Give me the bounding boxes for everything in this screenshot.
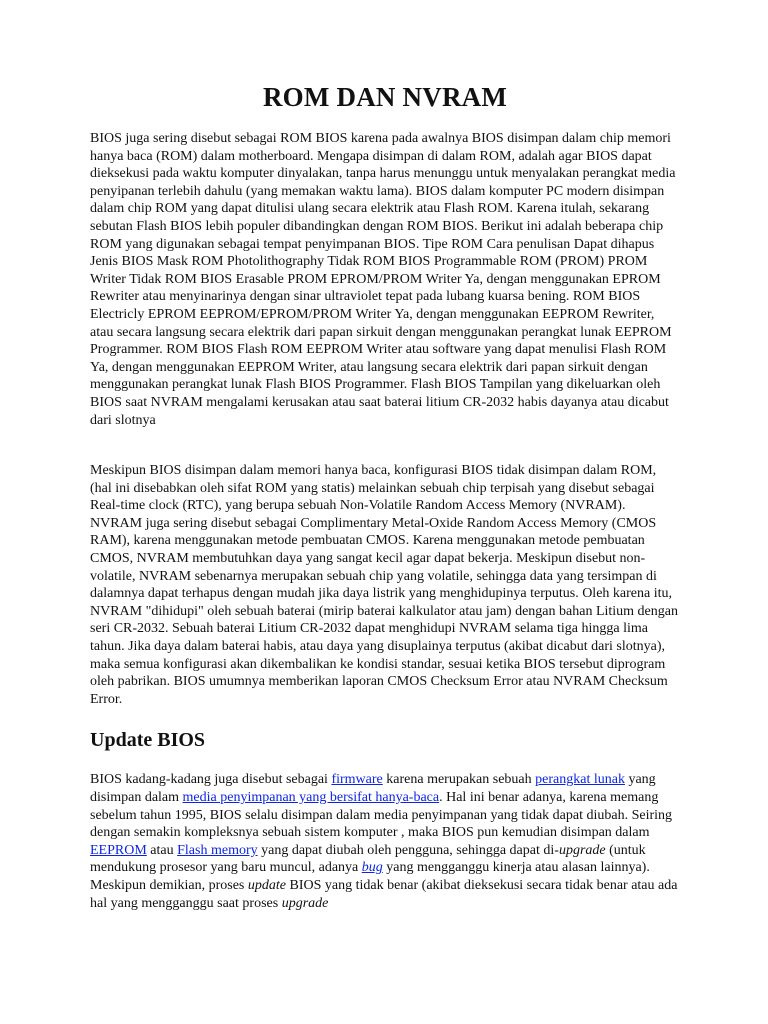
paragraph-update-bios: [90, 771, 680, 912]
text-span: (untuk mendukung prosesor yang baru muncul, adanya: [90, 842, 646, 876]
document-title: ROM DAN NVRAM: [262, 82, 508, 112]
link-perangkat-lunak[interactable]: perangkat lunak: [535, 772, 625, 788]
section-heading-update-bios: Update BIOS: [90, 729, 206, 752]
document-page: [90, 0, 680, 912]
link-flash-memory[interactable]: Flash memory: [177, 842, 258, 858]
text-span: atau: [146, 842, 178, 858]
emphasis-upgrade: upgrade: [558, 842, 606, 858]
text-span: yang dapat diubah oleh pengguna, sehingga dapat di-: [257, 842, 559, 858]
text-span: BIOS kadang-kadang juga disebut sebagai: [90, 772, 332, 788]
text-span: yang disimpan dalam: [90, 772, 656, 805]
link-firmware[interactable]: firmware: [331, 772, 383, 788]
text-span: BIOS yang tidak benar (akibat dieksekusi secara tidak benar atau ada hal yang mengganggu saat proses: [90, 877, 678, 911]
text-span: yang mengganggu kinerja atau alasan lainnya). Meskipun demikian, proses: [90, 860, 650, 893]
emphasis-upgrade: upgrade: [281, 895, 329, 911]
text-span: . Hal ini benar adanya, karena memang sebelum tahun 1995, BIOS selalu disimpan dalam media penyimpanan yang tidak dapat diubah. Seiring dengan semakin kompleksnya sebuah sistem komputer , maka BIOS pun kemudian disimpan dalam: [90, 790, 673, 841]
link-bug[interactable]: bug: [361, 860, 383, 876]
link-media-penyimpanan[interactable]: media penyimpanan yang bersifat hanya-baca: [182, 790, 440, 805]
emphasis-bug: [362, 860, 383, 875]
link-eeprom[interactable]: EEPROM: [90, 842, 147, 858]
paragraph-rom: BIOS juga sering disebut sebagai ROM BIOS karena pada awalnya BIOS disimpan dalam chip memori hanya baca (ROM) dalam motherboard. Mengapa disimpan di dalam ROM, adalah agar BIOS dapat dieksekusi pada waktu komputer dinyalakan, tanpa harus menunggu untuk menyalakan perangkat media penyipanan terlebih dahulu (yang memakan waktu lama). BIOS dalam komputer PC modern disimpan dalam chip ROM yang dapat ditulisi ulang secara elektrik atau Flash ROM. Karena itulah, sekarang sebutan Flash BIOS lebih populer dibandingkan dengan ROM BIOS. Berikut ini adalah beberapa chip ROM yang digunakan sebagai tempat penyimpanan BIOS. Tipe ROM Cara penulisan Dapat dihapus Jenis BIOS Mask ROM Photolithography Tidak ROM BIOS Programmable ROM (PROM) PROM Writer Tidak ROM BIOS Erasable PROM EPROM/PROM Writer Ya, dengan menggunakan EPROM Rewriter atau menyinarinya dengan sinar ultraviolet tepat pada lubang kuarsa bening. ROM BIOS Electricly EPROM EEPROM/EPROM/PROM Writer Ya, dengan menggunakan EEPROM Rewriter, atau secara langsung secara elektrik dari papan sirkuit dengan menggunakan perangkat lunak EEPROM Programmer. ROM BIOS Flash ROM EEPROM Writer atau software yang dapat menulisi Flash ROM Ya, dengan menggunakan EEPROM Writer, atau langsung secara elektrik dari papan sirkuit dengan menggunakan perangkat lunak Flash BIOS Programmer. Flash BIOS Tampilan yang dikeluarkan oleh BIOS saat NVRAM mengalami kerusakan atau saat baterai litium CR-2032 habis dayanya atau dicabut dari slotnya: [90, 131, 676, 428]
text-span: karena merupakan sebuah: [382, 772, 536, 788]
paragraph-nvram: Meskipun BIOS disimpan dalam memori hanya baca, konfigurasi BIOS tidak disimpan dalam ROM, (hal ini disebabkan oleh sifat ROM yang statis) melainkan sebuah chip terpisah yang disebut sebagai Real-time clock (RTC), yang berupa sebuah Non-Volatile Random Access Memory (NVRAM). NVRAM juga sering disebut sebagai Complimentary Metal-Oxide Random Access Memory (CMOS RAM), karena menggunakan metode pembuatan CMOS. Karena menggunakan metode pembuatan CMOS, NVRAM membutuhkan daya yang sangat kecil agar dapat bekerja. Meskipun disebut non-volatile, NVRAM sebenarnya merupakan sebuah chip yang volatile, sehingga data yang tersimpan di dalamnya dapat terhapus dengan mudah jika daya listrik yang menghidupinya terputus. Oleh karena itu, NVRAM "dihidupi" oleh sebuah baterai (mirip baterai kalkulator atau jam) dengan bahan Litium dengan seri CR-2032. Sebuah baterai Litium CR-2032 dapat menghidupi NVRAM selama tiga hingga lima tahun. Jika daya dalam baterai habis, atau daya yang disuplainya terputus (akibat dicabut dari slotnya), maka semua konfigurasi akan dikembalikan ke kondisi standar, sesuai ketika BIOS tersebut diprogram oleh pabrikan. BIOS umumnya memberikan laporan CMOS Checksum Error atau NVRAM Checksum Error.: [90, 463, 678, 707]
emphasis-update: update: [247, 877, 286, 893]
